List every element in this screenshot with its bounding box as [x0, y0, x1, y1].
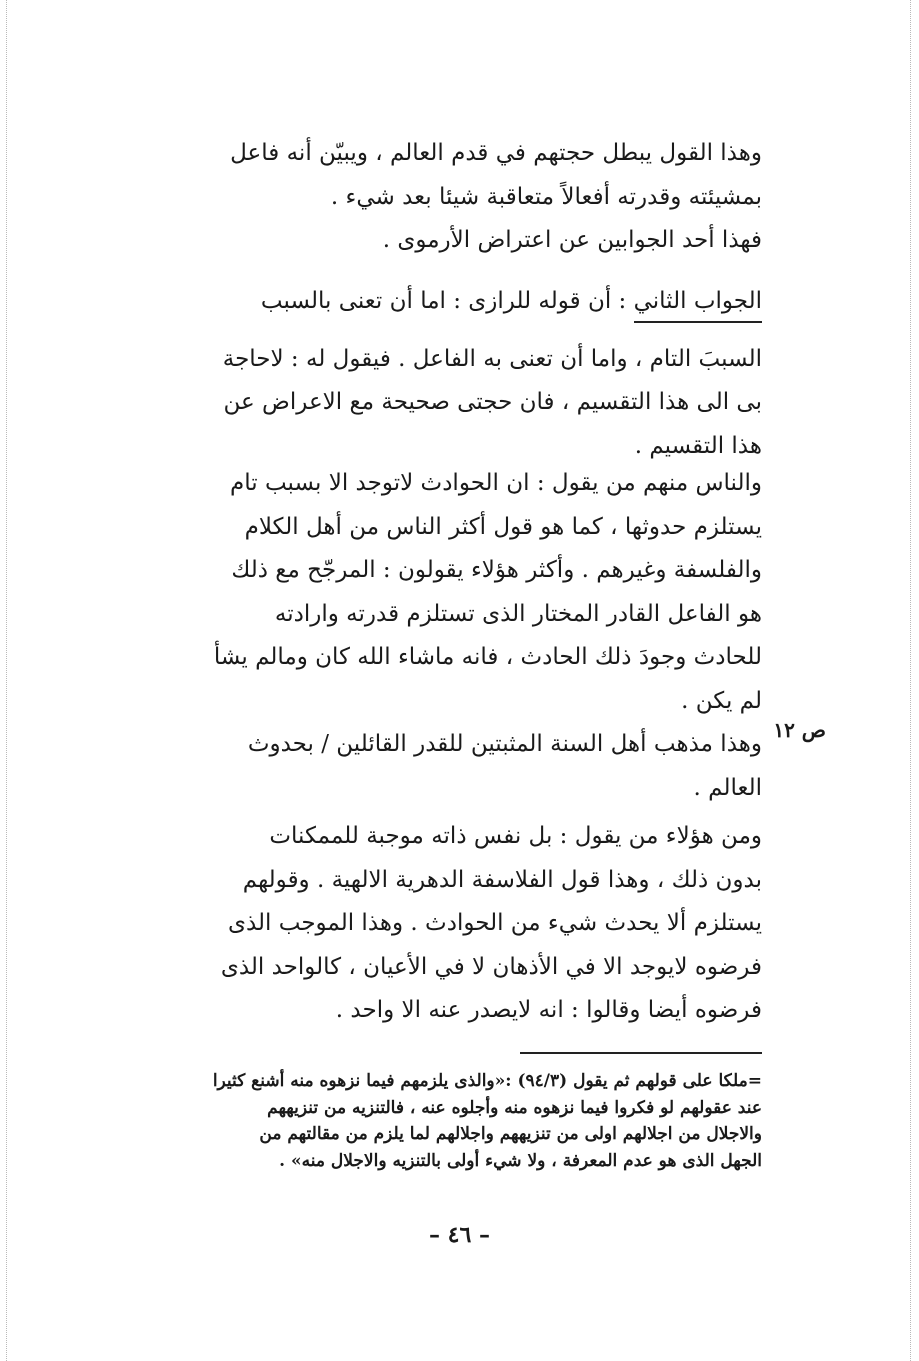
paragraph-5: [125, 815, 762, 1033]
text-line: بمشيئته وقدرته أفعالاً متعاقبة شيئا بعد شيء .: [330, 183, 762, 210]
text-line: العالم .: [693, 774, 762, 801]
text-line: فرضوه أيضا وقالوا : انه لايصدر عنه الا واحد .: [335, 997, 762, 1023]
scan-left-edge: [6, 0, 7, 1361]
text-line: وهذا مذهب أهل السنة المثبتين للقدر القائلين / بحدوث: [247, 731, 762, 757]
text-line: ومن هؤلاء من يقول : بل نفس ذاته موجبة للممكنات: [269, 823, 762, 849]
page-number: – ٤٦ –: [429, 1222, 490, 1248]
text-line: للحادث وجودَ ذلك الحادث ، فانه ماشاء الله كان ومالم يشأ: [213, 644, 762, 670]
footnote-line: =ملكا على قولهم ثم يقول (٩٤/٣) :«والذى يلزمهم فيما نزهوه منه أشنع كثيرا: [212, 1071, 762, 1091]
scan-right-edge: [910, 0, 911, 1361]
text-line: بدون ذلك ، وهذا قول الفلاسفة الدهرية الالهية . وقولهم: [242, 866, 762, 893]
footnote-line: الجهل الذى هو عدم المعرفة ، ولا شيء أولى بالتنزيه والاجلال منه» .: [279, 1150, 762, 1171]
text-line: والناس منهم من يقول : ان الحوادث لاتوجد الا بسبب تام: [230, 470, 762, 496]
text-line: فرضوه لايوجد الا في الأذهان لا في الأعيان ، كالواحد الذى: [220, 953, 762, 980]
paragraph-2: [125, 280, 762, 468]
text-line: والفلسفة وغيرهم . وأكثر هؤلاء يقولون : المرجّح مع ذلك: [231, 557, 762, 583]
text-line: وهذا القول يبطل حجتهم في قدم العالم ، ويبيّن أنه فاعل: [230, 140, 762, 166]
text-line: فهذا أحد الجوابين عن اعتراض الأرموى .: [382, 227, 762, 253]
text-line: [125, 280, 762, 324]
heading-continuation: : أن قوله للرازى : اما أن تعنى بالسبب: [260, 288, 634, 314]
text-line: السببَ التام ، واما أن تعنى به الفاعل . فيقول له : لاحاجة: [222, 345, 762, 372]
text-line: يستلزم حدوثها ، كما هو قول أكثر الناس من أهل الكلام: [244, 513, 762, 540]
text-line: هذا التقسيم .: [634, 432, 762, 459]
footnote-line: عند عقولهم لو فكروا فيما نزهوه منه وأجلوه عنه ، فالتنزيه من تنزيههم: [267, 1097, 762, 1118]
text-line: هو الفاعل القادر المختار الذى تستلزم قدرته وارادته: [274, 600, 762, 627]
footnote-separator: [520, 1052, 762, 1054]
section-heading: الجواب الثاني: [634, 281, 762, 323]
paragraph-4: [125, 723, 762, 810]
text-line: لم يكن .: [681, 687, 762, 714]
paragraph-3: [125, 462, 762, 723]
text-line: بى الى هذا التقسيم ، فان حجتى صحيحة مع الاعراض عن: [223, 389, 762, 415]
paragraph-1: [125, 132, 762, 263]
text-line: يستلزم ألا يحدث شيء من الحوادث . وهذا الموجب الذى: [227, 910, 762, 936]
footnote-line: والاجلال من اجلالهم اولى من تنزيههم واجلالهم لما يلزم من مقالتهم من: [259, 1124, 762, 1144]
footnote: [125, 1068, 762, 1174]
margin-page-reference: ص ١٢: [773, 718, 826, 742]
